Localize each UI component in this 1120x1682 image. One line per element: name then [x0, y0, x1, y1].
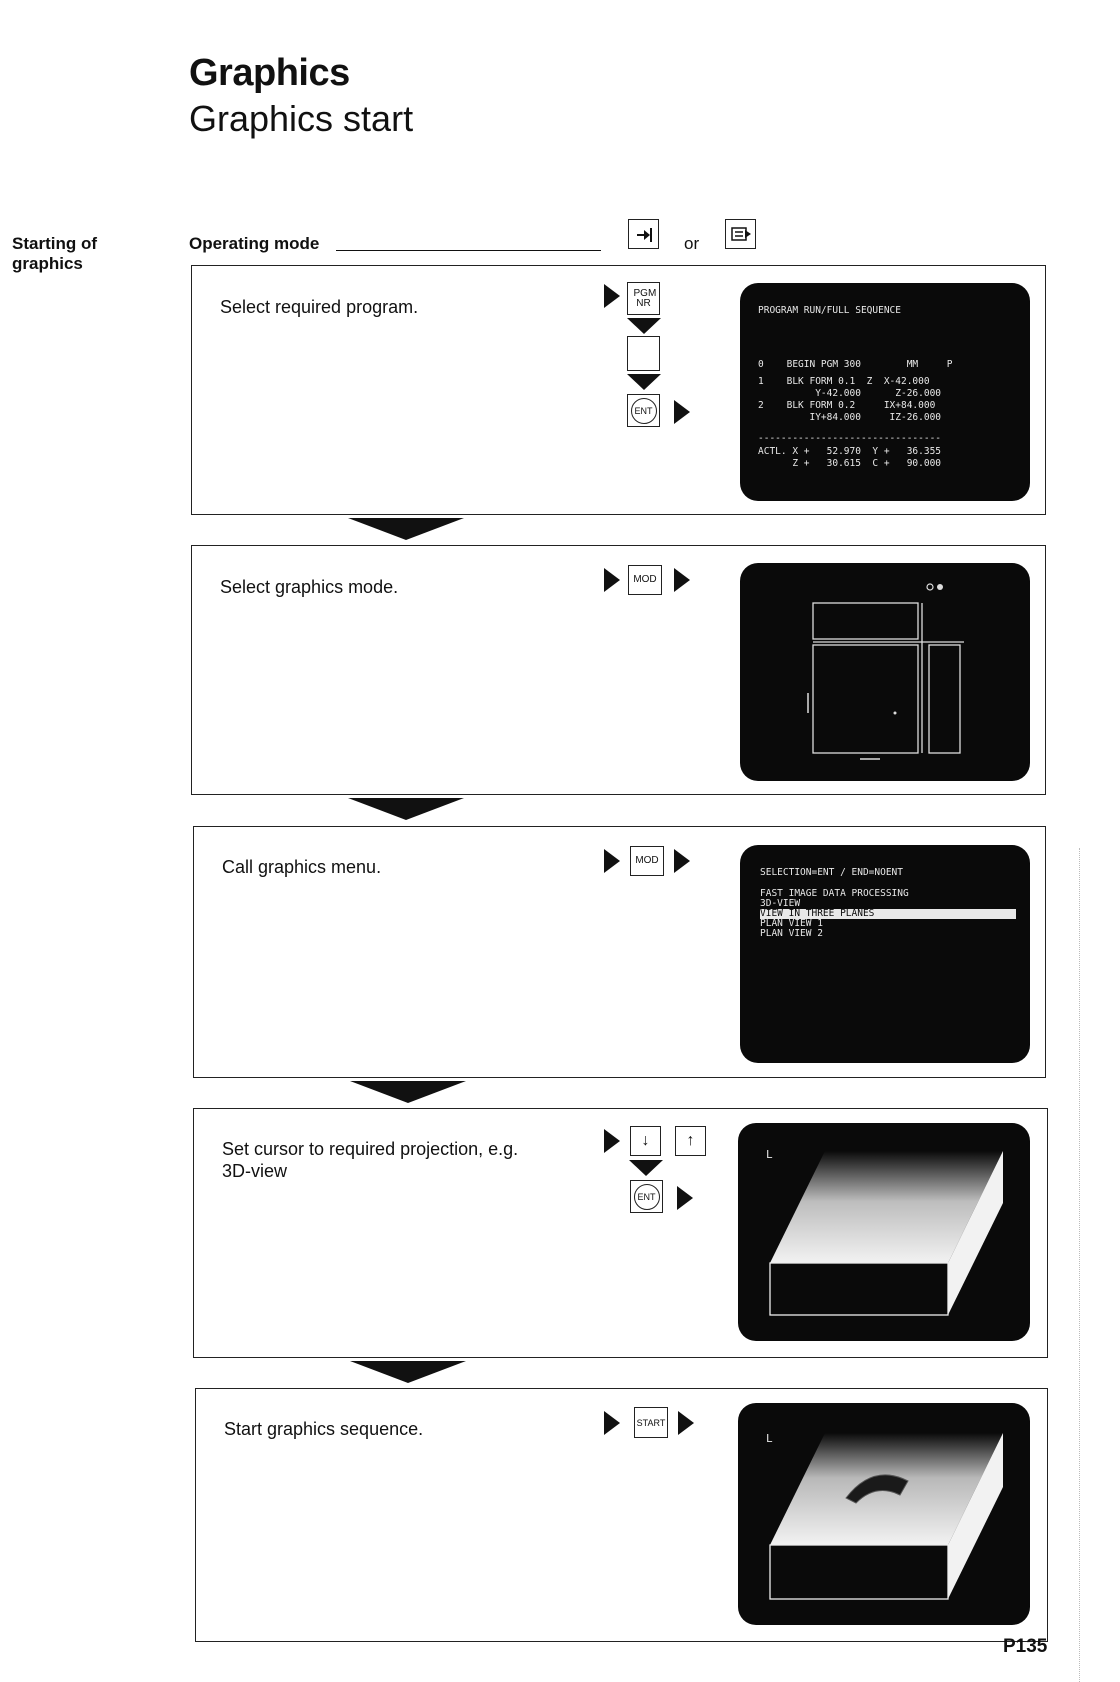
step-3-text: Call graphics menu.	[222, 857, 382, 877]
workpiece-3d-graphic	[738, 1123, 1030, 1341]
program-line-2: Y-42.000 Z-26.000	[758, 388, 942, 399]
program-number-key[interactable]	[627, 336, 660, 371]
workpiece-machined-3d-graphic	[738, 1403, 1030, 1625]
page-subtitle: Graphics start	[189, 98, 414, 139]
pgm-nr-key[interactable]	[627, 282, 660, 315]
screen-separator: --------------------------------	[758, 433, 942, 444]
step-arrow-right-icon	[604, 1411, 620, 1435]
menu-item-plan-view-1[interactable]: PLAN VIEW 1	[760, 918, 823, 929]
step-arrow-right-icon	[674, 568, 690, 592]
step-arrow-right-icon	[678, 1411, 694, 1435]
tnc-screen-graphics-menu	[740, 845, 1030, 1063]
actual-position-line-2: Z + 30.615 C + 90.000	[758, 458, 942, 469]
step-arrow-right-icon	[604, 568, 620, 592]
flow-arrow-down-icon	[350, 1361, 466, 1383]
ent-key[interactable]	[630, 1180, 663, 1213]
ent-key[interactable]	[627, 394, 660, 427]
screen-header: PROGRAM RUN/FULL SEQUENCE	[758, 305, 901, 316]
program-line-0: 0 BEGIN PGM 300 MM P	[758, 359, 953, 370]
tnc-screen-graphics-sequence	[738, 1403, 1030, 1625]
mod-key[interactable]	[630, 846, 664, 876]
start-key[interactable]	[634, 1407, 668, 1438]
page-edge-line	[1079, 848, 1080, 1682]
operating-mode-underline	[336, 250, 601, 251]
actual-position-line-1: ACTL. X + 52.970 Y + 36.355	[758, 446, 942, 457]
tnc-screen-graphics-mode	[740, 563, 1030, 781]
arrow-down-icon: ↓	[641, 1132, 650, 1149]
menu-item-3d-view[interactable]: 3D-VIEW	[760, 898, 801, 909]
flow-arrow-down-icon	[348, 518, 464, 540]
operating-mode-label: Operating mode	[189, 234, 320, 253]
tnc-screen-3d-view	[738, 1123, 1030, 1341]
mod-key-label: MOD	[635, 855, 659, 866]
step-arrow-right-icon	[604, 284, 620, 308]
full-sequence-icon	[730, 225, 752, 243]
step-arrow-right-icon	[674, 400, 690, 424]
arrow-up-key[interactable]	[675, 1126, 706, 1156]
flow-arrow-down-icon	[350, 1081, 466, 1103]
menu-item-fast-image[interactable]: FAST IMAGE DATA PROCESSING	[760, 888, 909, 899]
page-number: P135	[1003, 1636, 1048, 1657]
step-arrow-down-icon	[627, 374, 661, 390]
mod-key[interactable]	[628, 565, 662, 595]
page-title: Graphics	[189, 52, 350, 94]
step-arrow-down-icon	[629, 1160, 663, 1176]
view-corner-label: L	[766, 1432, 773, 1445]
step-arrow-right-icon	[677, 1186, 693, 1210]
program-line-3: 2 BLK FORM 0.2 IX+84.000	[758, 400, 936, 411]
section-label: Starting of graphics	[12, 234, 97, 273]
start-key-label: START	[636, 1417, 666, 1428]
menu-item-three-planes-selected[interactable]: VIEW IN THREE PLANES	[760, 909, 1016, 919]
or-text: or	[684, 234, 700, 253]
step-2-text: Select graphics mode.	[220, 577, 399, 597]
flow-arrow-down-icon	[348, 798, 464, 820]
view-corner-label: L	[766, 1148, 773, 1161]
single-block-icon	[633, 225, 655, 243]
step-arrow-down-icon	[627, 318, 661, 334]
step-4-text: Set cursor to required projection, e.g. 3D-view	[222, 1139, 519, 1181]
program-run-full-sequence-key[interactable]	[725, 219, 756, 249]
step-1-text: Select required program.	[220, 297, 419, 317]
step-arrow-right-icon	[604, 849, 620, 873]
ent-key-label: ENT	[634, 1184, 660, 1210]
step-arrow-right-icon	[674, 849, 690, 873]
step-arrow-right-icon	[604, 1129, 620, 1153]
step-5-text: Start graphics sequence.	[224, 1419, 424, 1439]
ent-key-label: ENT	[631, 398, 657, 424]
arrow-down-key[interactable]	[630, 1126, 661, 1156]
menu-item-plan-view-2[interactable]: PLAN VIEW 2	[760, 928, 823, 939]
program-line-1: 1 BLK FORM 0.1 Z X-42.000	[758, 376, 930, 387]
arrow-up-icon: ↑	[686, 1132, 695, 1149]
program-run-single-block-key[interactable]	[628, 219, 659, 249]
menu-header: SELECTION=ENT / END=NOENT	[760, 867, 903, 878]
three-plane-view-graphic	[740, 563, 1030, 781]
mod-key-label: MOD	[633, 574, 657, 585]
tnc-screen-program-run	[740, 283, 1030, 501]
program-line-4: IY+84.000 IZ-26.000	[758, 412, 942, 423]
pgm-nr-key-label: PGM NR	[633, 287, 657, 309]
